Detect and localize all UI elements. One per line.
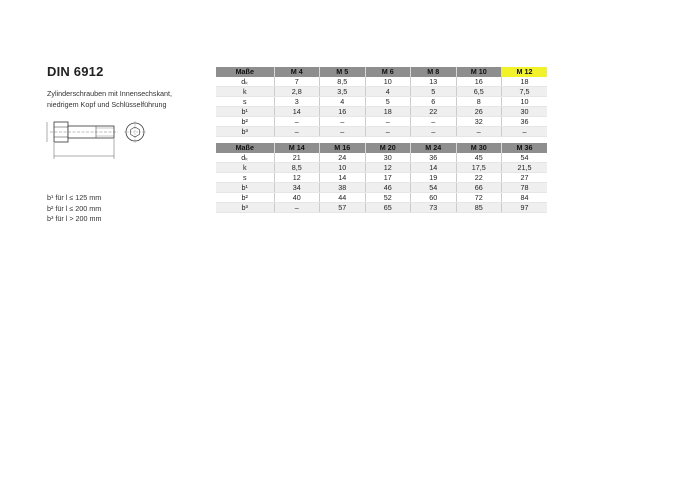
dimension-table-1 [216, 67, 547, 137]
description-line-2: niedrigem Kopf und Schlüsselführung [47, 100, 167, 109]
table-cell: 22 [411, 107, 457, 117]
column-header: M 8 [411, 67, 457, 77]
table-cell: – [320, 117, 366, 127]
table-cell: 34 [274, 183, 320, 193]
table-cell: – [274, 117, 320, 127]
table-cell: 17,5 [456, 163, 502, 173]
table-cell: – [274, 127, 320, 137]
table-cell: – [411, 127, 457, 137]
table-cell: 17 [365, 173, 411, 183]
row-label: b³ [216, 127, 274, 137]
note-b1: b¹ für l ≤ 125 mm [47, 193, 102, 202]
table-cell: 2,8 [274, 87, 320, 97]
table-cell: 54 [502, 153, 548, 163]
table-cell: 14 [411, 163, 457, 173]
column-header: M 16 [320, 143, 366, 153]
table-cell: 44 [320, 193, 366, 203]
table-cell: 7 [274, 77, 320, 87]
table-cell: 26 [456, 107, 502, 117]
table-cell: 8,5 [274, 163, 320, 173]
row-label: s [216, 173, 274, 183]
table-row [216, 163, 547, 173]
page-title: DIN 6912 [47, 64, 104, 79]
table-cell: 12 [274, 173, 320, 183]
table-header-row [216, 143, 547, 153]
table-cell: 60 [411, 193, 457, 203]
table-cell: 21,5 [502, 163, 548, 173]
table-row [216, 127, 547, 137]
table-cell: 66 [456, 183, 502, 193]
table-cell: 12 [365, 163, 411, 173]
table-cell: 14 [274, 107, 320, 117]
length-notes [47, 193, 102, 225]
table-header-row [216, 67, 547, 77]
table-cell: 38 [320, 183, 366, 193]
row-label: b² [216, 117, 274, 127]
table-cell: 8 [456, 97, 502, 107]
column-header: M 20 [365, 143, 411, 153]
table-cell: 36 [411, 153, 457, 163]
table-cell: 3 [274, 97, 320, 107]
table-cell: – [365, 127, 411, 137]
description-line-1: Zylinderschrauben mit Innensechskant, [47, 89, 173, 98]
table-cell: 36 [502, 117, 548, 127]
row-label: b² [216, 193, 274, 203]
table-cell: 73 [411, 203, 457, 213]
table-cell: 32 [456, 117, 502, 127]
table-cell: 65 [365, 203, 411, 213]
table-cell: 22 [456, 173, 502, 183]
table-cell: 18 [502, 77, 548, 87]
table-cell: 16 [456, 77, 502, 87]
dimension-table-2 [216, 143, 547, 213]
table-cell: 19 [411, 173, 457, 183]
table-cell: 52 [365, 193, 411, 203]
table-cell: 85 [456, 203, 502, 213]
table-cell: 18 [365, 107, 411, 117]
table-cell: 24 [320, 153, 366, 163]
table-cell: 13 [411, 77, 457, 87]
column-header: M 14 [274, 143, 320, 153]
table-row [216, 97, 547, 107]
table-cell: 54 [411, 183, 457, 193]
table-cell: 21 [274, 153, 320, 163]
table-row [216, 173, 547, 183]
note-b3: b³ für l > 200 mm [47, 214, 102, 223]
column-header: M 4 [274, 67, 320, 77]
table-cell: 27 [502, 173, 548, 183]
column-header: M 36 [502, 143, 548, 153]
table-row [216, 203, 547, 213]
row-label: k [216, 163, 274, 173]
table-cell: 4 [320, 97, 366, 107]
table-cell: 30 [365, 153, 411, 163]
product-description [47, 88, 172, 110]
table-cell: 14 [320, 173, 366, 183]
table-row [216, 153, 547, 163]
table-cell: 6,5 [456, 87, 502, 97]
row-label: dₖ [216, 153, 274, 163]
row-label: k [216, 87, 274, 97]
table-cell: 5 [365, 97, 411, 107]
table-cell: 5 [411, 87, 457, 97]
table-cell: 10 [502, 97, 548, 107]
table-cell: 45 [456, 153, 502, 163]
table-cell: 57 [320, 203, 366, 213]
note-b2: b² für l ≤ 200 mm [47, 203, 102, 213]
column-header: Maße [216, 143, 274, 153]
table-cell: 30 [502, 107, 548, 117]
table-row [216, 107, 547, 117]
table-cell: 10 [320, 163, 366, 173]
table-row [216, 193, 547, 203]
table-cell: 97 [502, 203, 548, 213]
column-header: M 5 [320, 67, 366, 77]
table-cell: 6 [411, 97, 457, 107]
table-cell: 84 [502, 193, 548, 203]
table-cell: 40 [274, 193, 320, 203]
table-cell: – [274, 203, 320, 213]
table-cell: 7,5 [502, 87, 548, 97]
table-cell: 16 [320, 107, 366, 117]
column-header: Maße [216, 67, 274, 77]
table-cell: 3,5 [320, 87, 366, 97]
table-cell: – [365, 117, 411, 127]
highlighted-column-header: M 12 [502, 67, 548, 77]
row-label: b³ [216, 203, 274, 213]
table-row [216, 117, 547, 127]
table-cell: 8,5 [320, 77, 366, 87]
table-cell: – [320, 127, 366, 137]
table-cell: 78 [502, 183, 548, 193]
table-cell: – [411, 117, 457, 127]
table-cell: 72 [456, 193, 502, 203]
table-cell: – [456, 127, 502, 137]
table-row [216, 87, 547, 97]
table-cell: 4 [365, 87, 411, 97]
column-header: M 10 [456, 67, 502, 77]
row-label: s [216, 97, 274, 107]
column-header: M 30 [456, 143, 502, 153]
row-label: b¹ [216, 183, 274, 193]
table-cell: – [502, 127, 548, 137]
row-label: b¹ [216, 107, 274, 117]
column-header: M 6 [365, 67, 411, 77]
table-row [216, 77, 547, 87]
screw-drawing [44, 115, 154, 165]
table-row [216, 183, 547, 193]
column-header: M 24 [411, 143, 457, 153]
table-cell: 46 [365, 183, 411, 193]
row-label: dₖ [216, 77, 274, 87]
table-cell: 10 [365, 77, 411, 87]
